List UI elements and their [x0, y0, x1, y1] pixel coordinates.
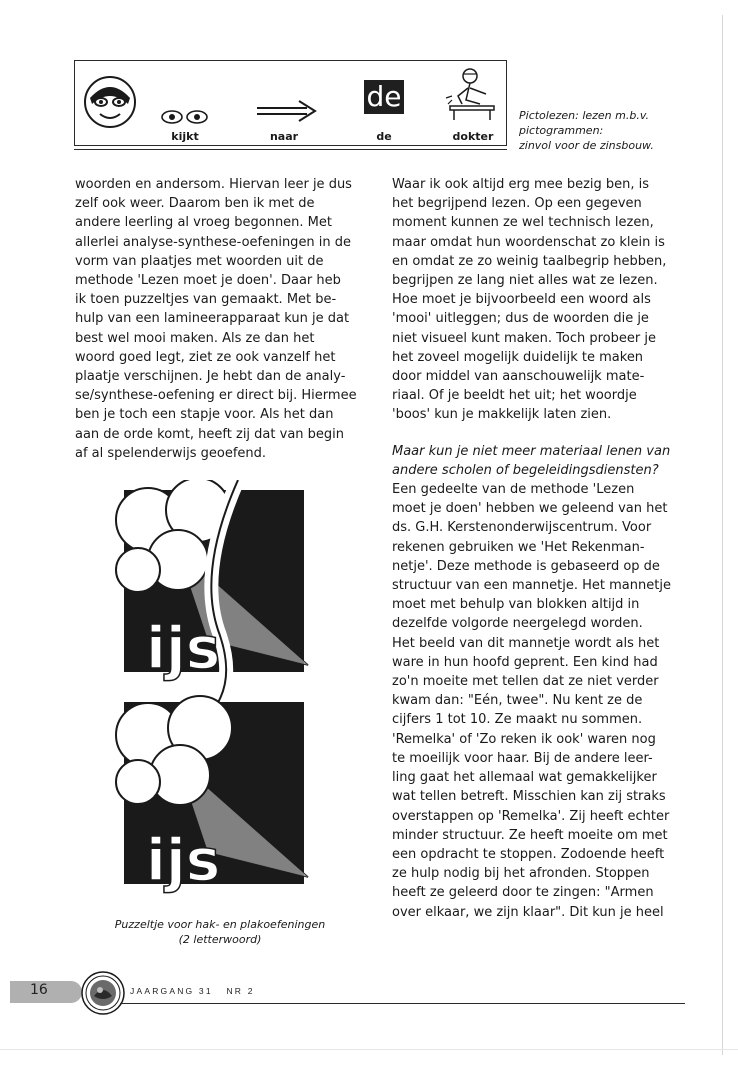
caption-line: zinvol voor de zinsbouw.: [519, 139, 654, 152]
text-line: een opdracht te stoppen. Zodoende heeft: [392, 846, 665, 862]
text-line: allerlei analyse-synthese-oefeningen in de: [75, 234, 352, 250]
text-line: cijfers 1 tot 10. Ze maakt nu sommen.: [392, 712, 643, 728]
caption-line: (2 letterwoord): [178, 933, 262, 946]
text-line: zelf ook weer. Daarom ben ik met de: [75, 196, 315, 212]
text-line: 'Remelka' of 'Zo reken ik ook' waren nog: [392, 731, 656, 747]
caption-line: Puzzeltje voor hak- en plakoefeningen: [114, 918, 326, 931]
text-line: het zoveel mogelijk duidelijk te maken: [392, 349, 644, 365]
text-line: 'boos' kun je makkelijk laten zien.: [392, 407, 612, 423]
right-column-text: [392, 175, 692, 922]
text-line: structuur van een mannetje. Het mannetje: [392, 578, 671, 594]
puzzle-caption: [95, 917, 345, 947]
text-line: af al spelenderwijs geoefend.: [75, 445, 267, 461]
puzzle-bottom-word: ijs: [146, 826, 221, 894]
pictogram-underline: [74, 149, 507, 150]
text-line: moet met behulp van blokken altijd in: [392, 597, 640, 613]
text-line: methode 'Lezen moet je doen'. Daar heb: [75, 273, 341, 289]
text-line: niet visueel kunt maken. Toch probeer je: [392, 330, 656, 346]
text-line: dezelfde volgorde neergelegd worden.: [392, 616, 643, 632]
text-line: vorm van plaatjes met woorden uit de: [75, 253, 324, 269]
text-line: hulp van een lamineerapparaat kun je dat: [75, 311, 350, 327]
doctor-pictogram-icon: [440, 64, 500, 124]
text-line: se/synthese-oefening er direct bij. Hiermee: [75, 388, 357, 404]
journal-logo-icon: [80, 970, 126, 1016]
text-line: riaal. Of je beeldt het uit; het woordje: [392, 388, 637, 404]
text-line: plaatje verschijnen. Je hebt dan de analy-: [75, 369, 346, 385]
text-line: woord goed legt, ziet ze ook vanzelf het: [75, 349, 336, 365]
text-line: over elkaar, we zijn klaar". Dit kun je heel: [392, 904, 664, 920]
left-column-text: [75, 175, 375, 463]
text-line: best wel mooi maken. Als ze dan het: [75, 330, 315, 346]
text-line: ben je toch een stapje voor. Als het dan: [75, 407, 334, 423]
text-line: te moeilijk voor haar. Bij de andere leer-: [392, 750, 653, 766]
text-line: ik toen puzzeltjes van gemaakt. Met be-: [75, 292, 337, 308]
text-line: moet je doen' hebben we geleend van het: [392, 501, 668, 517]
text-line: andere leerling al vroeg begonnen. Met: [75, 215, 332, 231]
eyes-pictogram-icon: [160, 108, 210, 126]
text-line: wat tellen betreft. Misschien kan zij straks: [392, 789, 666, 805]
text-line: overstappen op 'Remelka'. Zij heeft echter: [392, 808, 670, 824]
arrow-pictogram-icon: [255, 99, 317, 123]
text-line: 'mooi' uitleggen; dus de woorden die je: [392, 311, 649, 327]
puzzle-top-word: ijs: [146, 614, 221, 682]
text-line: moment kunnen ze wel technisch lezen,: [392, 215, 654, 231]
caption-line: pictogrammen:: [519, 124, 604, 137]
text-line: ling gaat het allemaal wat gemakkelijker: [392, 770, 657, 786]
text-line: woorden en andersom. Hiervan leer je dus: [75, 177, 352, 192]
text-line: Een gedeelte van de methode 'Lezen: [392, 482, 635, 498]
text-line: kwam dan: "Eén, twee". Nu kent ze de: [392, 693, 643, 709]
text-line: zo'n moeite met tellen dat ze niet verder: [392, 674, 659, 690]
text-line: aan de orde komt, heeft zij dat van begin: [75, 426, 345, 442]
pictogram-word-de: de: [376, 130, 392, 143]
text-line: door middel van aanschouwelijk mate-: [392, 369, 645, 385]
text-line: netje'. Deze methode is gebaseerd op de: [392, 558, 660, 574]
footer-rule: [120, 1003, 685, 1004]
text-line: begrijpen ze lang niet alles wat ze lezen.: [392, 273, 658, 289]
text-line: rekenen gebruiken we 'Het Rekenman-: [392, 539, 645, 555]
ice-cream-puzzle-illustration: [108, 480, 328, 910]
interview-question: andere scholen of begeleidingsdiensten?: [392, 462, 659, 478]
text-line: minder structuur. Ze heeft moeite om met: [392, 827, 668, 843]
pictogram-word-kijkt: kijkt: [171, 130, 199, 143]
text-line: Hoe moet je bijvoorbeeld een woord als: [392, 292, 651, 308]
text-line: maar omdat hun woordenschat zo klein is: [392, 234, 665, 250]
interview-question: Maar kun je niet meer materiaal lenen van: [392, 443, 671, 459]
page-edge-rule: [722, 15, 723, 1055]
text-line: Het beeld van dit mannetje wordt als het: [392, 635, 660, 651]
text-line: Waar ik ook altijd erg mee bezig ben, is: [392, 177, 650, 192]
pictogram-caption: [519, 108, 719, 153]
face-pictogram-icon: [82, 74, 138, 130]
text-line: ds. G.H. Kerstenonderwijscentrum. Voor: [392, 520, 652, 536]
caption-line: Pictolezen: lezen m.b.v.: [519, 109, 649, 122]
page-number: 16: [30, 982, 48, 998]
pictogram-word-dokter: dokter: [452, 130, 494, 143]
journal-issue: JAARGANG 31 NR 2: [130, 986, 255, 996]
text-line: ze hulp nodig bij het afronden. Stoppen: [392, 866, 650, 882]
page-bottom-rule: [0, 1049, 738, 1050]
text-line: heeft ze geleerd door te zingen: "Armen: [392, 885, 654, 901]
pictogram-word-naar: naar: [269, 130, 299, 143]
text-line: en omdat ze zo weinig taalbegrip hebben,: [392, 253, 667, 269]
pictogram-de-block: de: [364, 80, 404, 114]
text-line: het begrijpend lezen. Op een gegeven: [392, 196, 642, 212]
text-line: ware in hun hoofd geprent. Een kind had: [392, 654, 658, 670]
